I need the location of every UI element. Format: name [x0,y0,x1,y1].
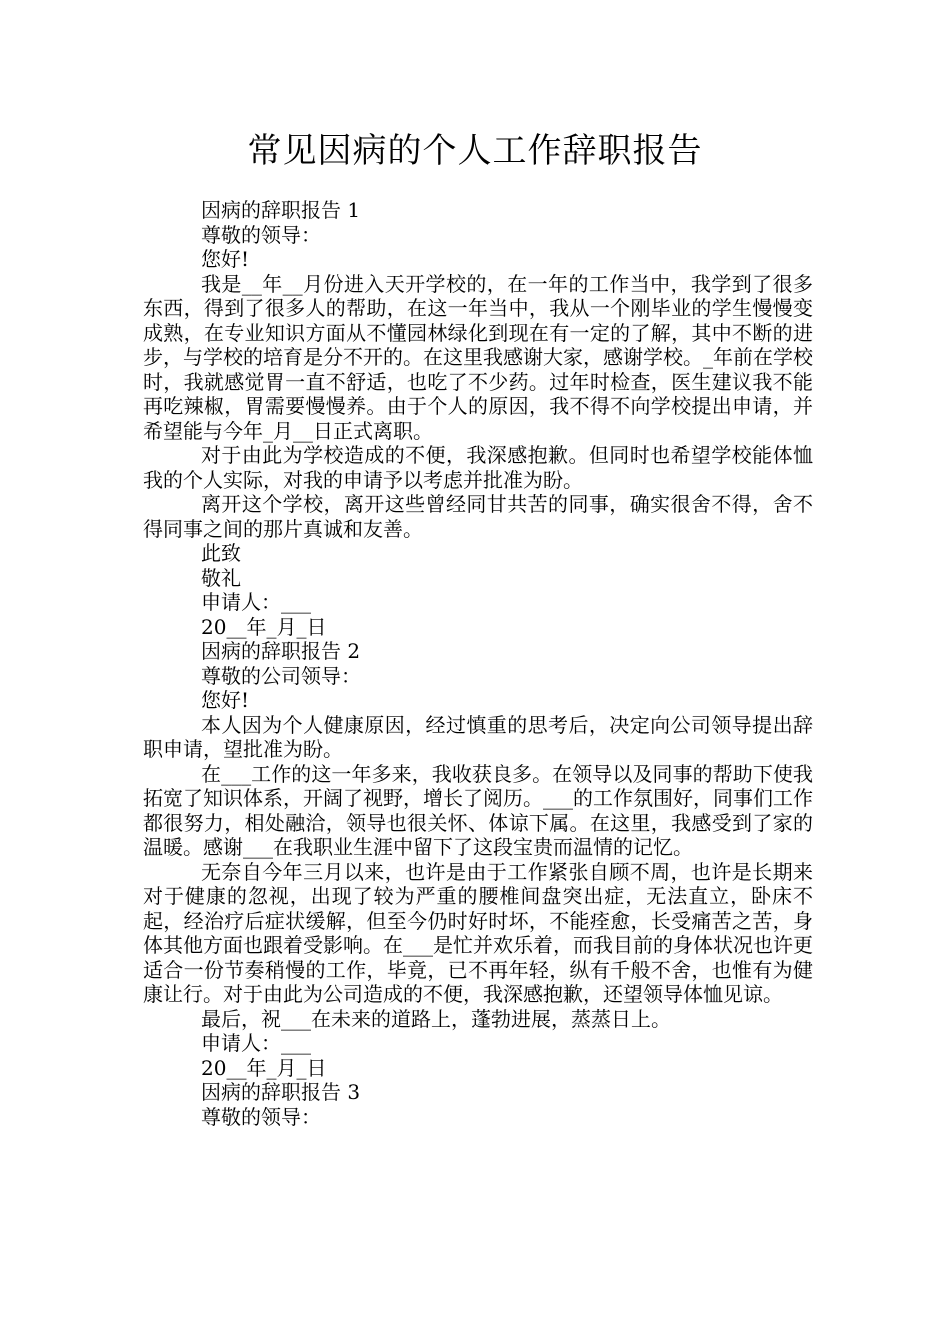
report-1-paragraph: 我是__年__月份进入天开学校的，在一年的工作当中，我学到了很多东西，得到了很多人的帮助，在这一年当中，我从一个刚毕业的学生慢慢变成熟，在专业知识方面从不懂园林绿化到现在有一定的了解，其中不断的进步，与学校的培育是分不开的。在这里我感谢大家，感谢学校。_年前在学校时，我就感觉胃一直不舒适，也吃了不少药。过年时检查，医生建议我不能再吃辣椒，胃需要慢慢养。由于个人的原因，我不得不向学校提出申请，并希望能与今年_月__日正式离职。 [143,271,813,443]
report-1-greeting: 您好! [201,247,250,271]
document-body [143,198,813,1129]
report-2-paragraph: 本人因为个人健康原因，经过慎重的思考后，决定向公司领导提出辞职申请，望批准为盼。 [143,712,813,761]
report-1-closing: 敬礼 [201,565,241,590]
report-2-date: 20__年_月_日 [201,1055,327,1080]
report-2-paragraph: 在___工作的这一年多来，我收获良多。在领导以及同事的帮助下使我拓宽了知识体系，开阔了视野，增长了阅历。___的工作氛围好，同事们工作都很努力，相处融洽，领导也很关怀、体谅下属。在这里，我感受到了家的温暖。感谢___在我职业生涯中留下了这段宝贵而温情的记忆。 [143,761,813,859]
document-title: 常见因病的个人工作辞职报告 [247,131,703,171]
report-1-heading: 因病的辞职报告 1 [201,198,361,222]
report-2-paragraph: 无奈自今年三月以来，也许是由于工作紧张自顾不周，也许是长期来对于健康的忽视，出现了较为严重的腰椎间盘突出症，无法直立，卧床不起，经治疗后症状缓解，但至今仍时好时坏，不能痊愈，长受痛苦之苦，身体其他方面也跟着受影响。在___是忙并欢乐着，而我目前的身体状况也许更适合一份节奏稍慢的工作，毕竟，已不再年轻，纵有千般不舍，也惟有为健康让行。对于由此为公司造成的不便，我深感抱歉，还望领导体恤见谅。 [143,859,813,1006]
report-1-salutation: 尊敬的领导： [201,222,321,247]
report-1-closing: 此致 [201,541,241,565]
report-1-paragraph: 离开这个学校，离开这些曾经同甘共苦的同事，确实很舍不得，舍不得同事之间的那片真诚和友善。 [143,492,813,541]
report-1-paragraph: 对于由此为学校造成的不便，我深感抱歉。但同时也希望学校能体恤我的个人实际，对我的申请予以考虑并批准为盼。 [143,443,813,492]
report-2-salutation: 尊敬的公司领导： [201,663,361,688]
report-3-heading: 因病的辞职报告 3 [201,1080,361,1104]
report-3-salutation: 尊敬的领导： [201,1104,321,1129]
report-2-greeting: 您好! [201,688,250,712]
report-1-date: 20__年_月_日 [201,614,327,639]
report-2-heading: 因病的辞职报告 2 [201,639,361,663]
report-2-applicant: 申请人：___ [201,1031,311,1055]
report-2-wishes: 最后，祝___在未来的道路上，蓬勃进展，蒸蒸日上。 [201,1006,671,1031]
report-1-applicant: 申请人：___ [201,590,311,614]
